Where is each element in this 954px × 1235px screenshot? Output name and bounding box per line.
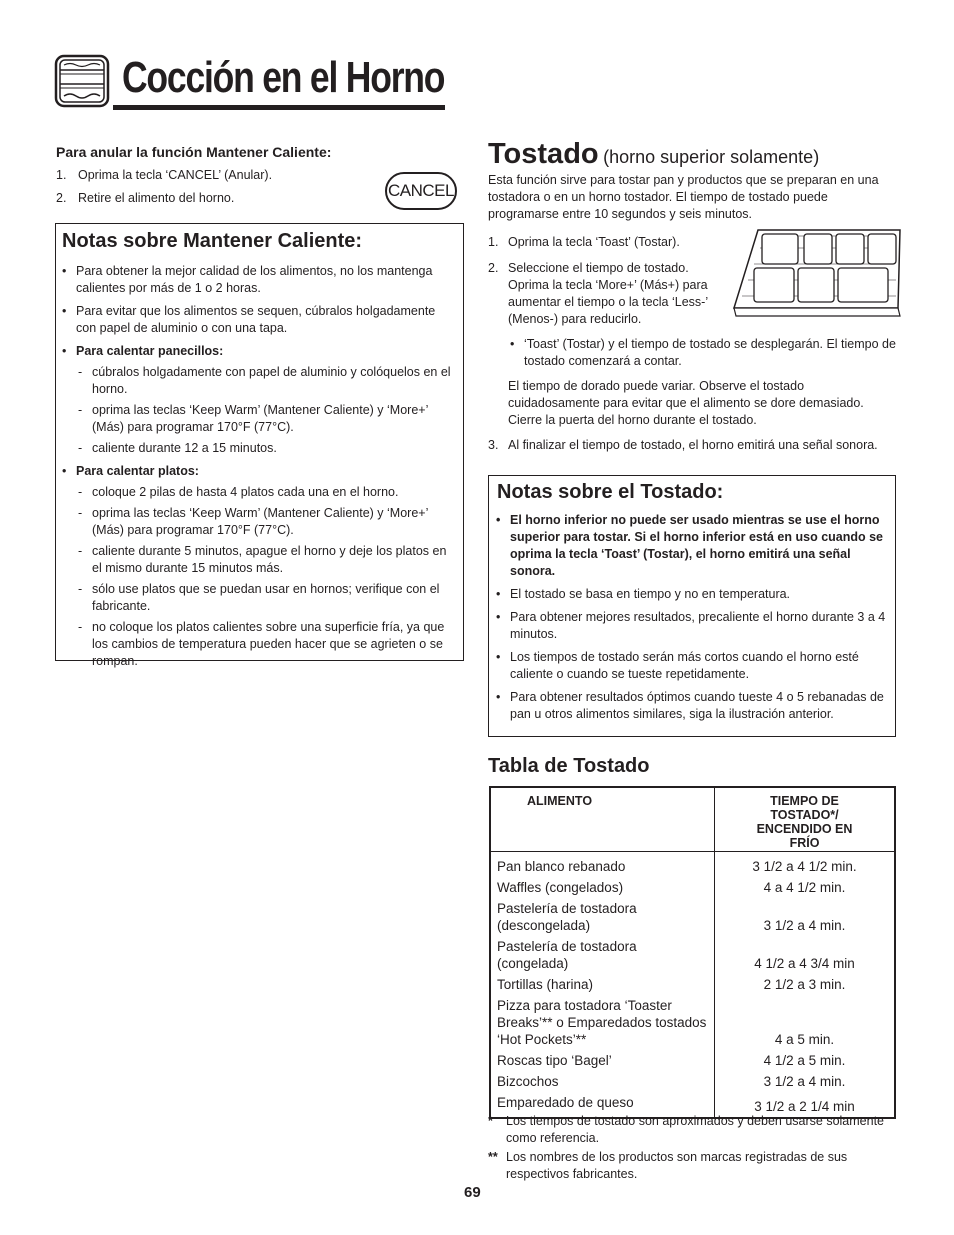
toast-title: Tostado: [488, 138, 599, 170]
list-item: - caliente durante 12 a 15 minutos.: [78, 440, 458, 457]
toast-rack-illustration: [732, 228, 902, 320]
warm-notes-title: Notas sobre Mantener Caliente:: [62, 230, 363, 252]
list-item: • Para obtener la mejor calidad de los alimentos, no los mantenga calientes por más de 1 o 2 horas.: [56, 263, 458, 297]
table-cell-time: 3 1/2 a 4 1/2 min.: [752, 859, 857, 874]
toast-intro: Esta función sirve para tostar pan y productos que se preparan en una tostadora o en un horno tostador. El tiempo de tostado puede programarse entre 10 segundos y seis minutos.: [488, 173, 879, 221]
table-cell-time: 4 1/2 a 5 min.: [763, 1053, 846, 1068]
table-footnotes: [488, 1113, 888, 1185]
plates-heading: Para calentar platos:: [76, 464, 199, 478]
table-cell-food: Emparedado de queso: [491, 1092, 715, 1117]
table-row: [491, 1071, 894, 1092]
table-row: [491, 1050, 894, 1071]
table-row: [491, 995, 894, 1050]
table-cell-food: Roscas tipo ‘Bagel’: [491, 1050, 715, 1071]
table-cell-time: 3 1/2 a 2 1/4 min: [754, 1099, 855, 1114]
table-cell-food: Pastelería de tostadora (congelada): [491, 936, 715, 974]
table-cell-food: Pastelería de tostadora (descongelada): [491, 898, 715, 936]
list-item: - oprima las teclas ‘Keep Warm’ (Mantener Caliente) y ‘More+’ (Más) para programar 170°F (77°C).: [78, 505, 458, 539]
list-item: [56, 463, 458, 670]
toast-table: [489, 786, 896, 1119]
toast-notes-title: Notas sobre el Tostado:: [497, 481, 724, 503]
toast-table-title: Tabla de Tostado: [488, 755, 650, 777]
table-cell-time: 4 a 5 min.: [774, 1032, 835, 1047]
table-row: [491, 898, 894, 936]
rolls-heading: Para calentar panecillos:: [76, 344, 224, 358]
table-row: [491, 852, 894, 878]
list-item: - oprima las teclas ‘Keep Warm’ (Mantener Caliente) y ‘More+’ (Más) para programar 170°F (77°C).: [78, 402, 458, 436]
table-cell-time: 4 a 4 1/2 min.: [763, 880, 846, 895]
toast-subtitle: (horno superior solamente): [603, 147, 820, 167]
table-cell-food: Pan blanco rebanado: [491, 852, 715, 878]
toast-step: 2. Seleccione el tiempo de tostado. Oprima la tecla ‘More+’ (Más+) para aumentar el tiempo o la tecla ‘Less-’ (Menos-) para reducirlo.: [488, 261, 708, 326]
table-header-row: [491, 788, 894, 852]
warm-notes-list: [56, 263, 458, 676]
page-number: 69: [464, 1184, 481, 1201]
footnote: ** Los nombres de los productos son marcas registradas de sus respectivos fabricantes.: [488, 1150, 848, 1181]
toast-heading: [488, 138, 819, 171]
table-cell-food: Waffles (congelados): [491, 877, 715, 898]
cancel-step: 1. Oprima la tecla ‘CANCEL’ (Anular).: [56, 168, 273, 182]
footnote: * Los tiempos de tostado son aproximados y deben usarse solamente como referencia.: [488, 1114, 885, 1145]
cancel-step: 2. Retire el alimento del horno.: [56, 191, 235, 205]
table-header: TIEMPO DE TOSTADO*/ ENCENDIDO EN FRÍO: [715, 788, 895, 852]
table-cell-time: 3 1/2 a 4 min.: [763, 1074, 846, 1089]
toast-step: 3. Al finalizar el tiempo de tostado, el horno emitirá una señal sonora.: [488, 438, 878, 452]
cancel-steps: [56, 167, 356, 213]
table-cell-food: Pizza para tostadora ‘Toaster Breaks’** o Emparedados tostados ‘Hot Pockets’**: [491, 995, 715, 1050]
table-row: [491, 877, 894, 898]
table-header: ALIMENTO: [491, 788, 715, 852]
list-item: • El tostado se basa en tiempo y no en temperatura.: [490, 586, 888, 603]
list-item: - coloque 2 pilas de hasta 4 platos cada una en el horno.: [78, 484, 458, 501]
table-cell-food: Bizcochos: [491, 1071, 715, 1092]
cancel-key-illustration: CANCEL: [385, 172, 457, 210]
list-item: - sólo use platos que se puedan usar en hornos; verifique con el fabricante.: [78, 581, 458, 615]
toast-step-bullet: • ‘Toast’ (Tostar) y el tiempo de tostado se desplegarán. El tiempo de tostado comenzará a contar.: [510, 337, 896, 368]
oven-icon: [54, 54, 110, 108]
table-cell-time: 2 1/2 a 3 min.: [763, 977, 846, 992]
list-item: • Los tiempos de tostado serán más cortos cuando el horno esté caliente o cuando se tueste repetidamente.: [490, 649, 888, 683]
title-underline: [113, 105, 445, 110]
table-row: [491, 974, 894, 995]
page-title: Cocción en el Horno: [122, 53, 445, 102]
list-item: • El horno inferior no puede ser usado mientras se use el horno superior para tostar. Si el horno inferior está en uso cuando se oprima la tecla ‘Toast’ (Tostar), el horno emitirá una señal sonora.: [490, 512, 888, 580]
list-item: • Para obtener mejores resultados, precaliente el horno durante 3 a 4 minutos.: [490, 609, 888, 643]
list-item: [56, 343, 458, 457]
table-cell-food: Tortillas (harina): [491, 974, 715, 995]
cancel-heading: Para anular la función Mantener Caliente:: [56, 144, 332, 160]
table-cell-time: 3 1/2 a 4 min.: [763, 918, 846, 933]
toast-notes-list: [490, 512, 888, 729]
list-item: • Para evitar que los alimentos se sequen, cúbralos holgadamente con papel de aluminio o con una tapa.: [56, 303, 458, 337]
list-item: - no coloque los platos calientes sobre una superficie fría, ya que los cambios de temperatura pueden hacer que se agrieten o se rompan.: [78, 619, 458, 670]
table-cell-time: 4 1/2 a 4 3/4 min: [754, 956, 855, 971]
list-item: - cúbralos holgadamente con papel de aluminio y colóquelos en el horno.: [78, 364, 458, 398]
table-row: [491, 936, 894, 974]
list-item: • Para obtener resultados óptimos cuando tueste 4 o 5 rebanadas de pan u otros alimentos similares, siga la ilustración anterior.: [490, 689, 888, 723]
toast-step-note: El tiempo de dorado puede variar. Observe el tostado cuidadosamente para evitar que el alimento se dore demasiado. Cierre la puerta del horno durante el tostado.: [508, 379, 864, 427]
toast-step: 1. Oprima la tecla ‘Toast’ (Tostar).: [488, 235, 680, 249]
list-item: - caliente durante 5 minutos, apague el horno y deje los platos en el mismo durante 15 minutos más.: [78, 543, 458, 577]
